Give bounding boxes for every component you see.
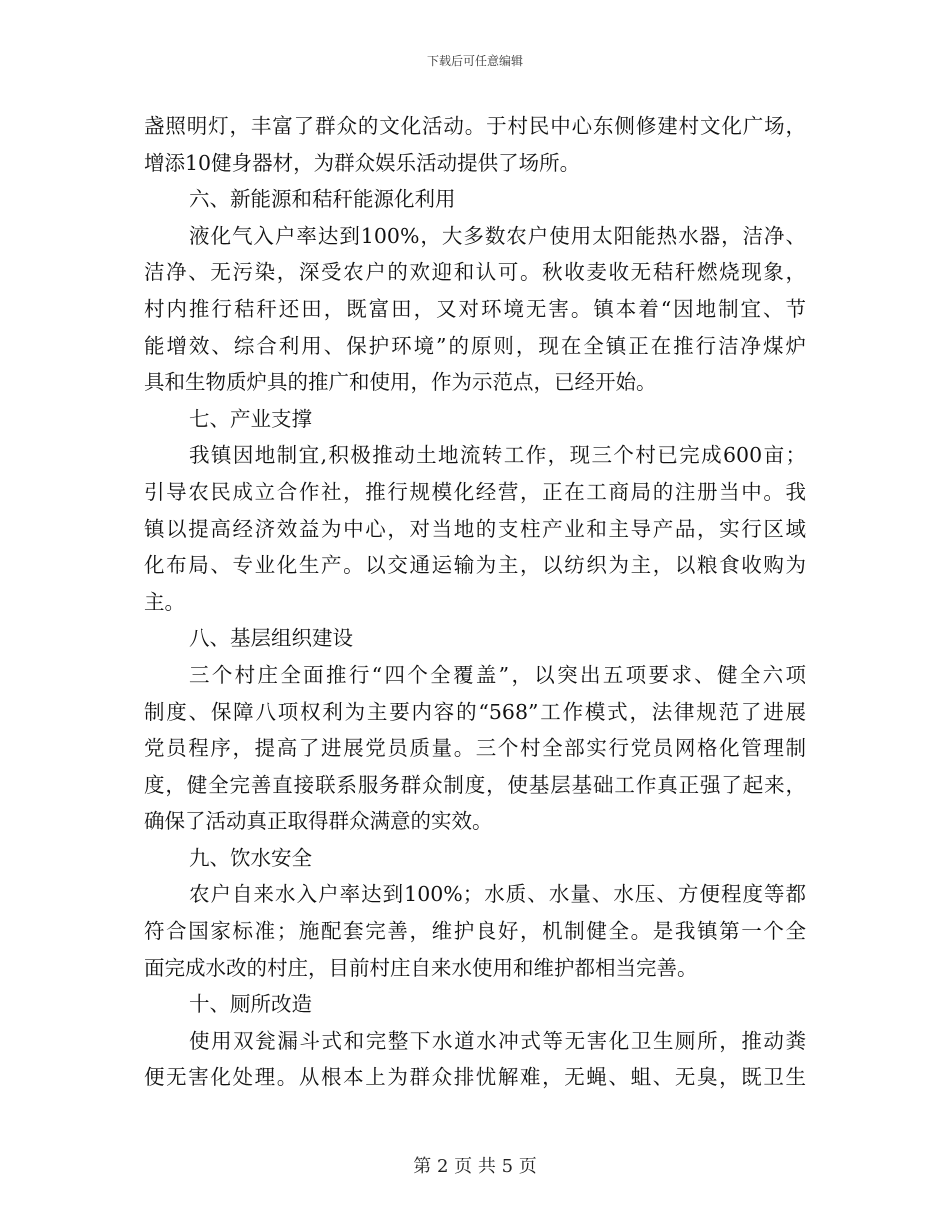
text-line: 具和生物质炉具的推广和使用，作为示范点，已经开始。: [144, 370, 657, 395]
text-line: 村内推行秸秆还田，既富田，又对环境无害。镇本着“因地制宜、节: [144, 296, 806, 321]
text-line: 便无害化处理。从根本上为群众排忧解难，无蝇、蛆、无臭，既卫生: [144, 1065, 806, 1090]
page-footer: 第 2 页 共 5 页: [413, 1156, 537, 1177]
text-line: 镇以提高经济效益为中心，对当地的支柱产业和主导产品，实行区域: [144, 516, 806, 541]
text-line: 六、新能源和秸秆能源化利用: [189, 187, 456, 212]
document-body: [144, 108, 806, 1096]
text-line: 盏照明灯，丰富了群众的文化活动。于村民中心东侧修建村文化广场，: [144, 114, 806, 138]
text-line: 确保了活动真正取得群众满意的实效。: [144, 809, 493, 834]
text-line: 使用双瓮漏斗式和完整下水道水冲式等无害化卫生厕所，推动粪: [189, 1028, 806, 1053]
text-line: 度，健全完善直接联系服务群众制度，使基层基础工作真正强了起来，: [144, 772, 806, 797]
text-line: 三个村庄全面推行“四个全覆盖”，以突出五项要求、健全六项: [189, 662, 806, 687]
text-line: 能增效、综合利用、保护环境”的原则，现在全镇正在推行洁净煤炉: [144, 333, 806, 358]
text-line: 化布局、专业化生产。以交通运输为主，以纺织为主，以粮食收购为: [144, 553, 806, 578]
text-line: 我镇因地制宜,积极推动土地流转工作，现三个村已完成600亩；: [189, 443, 806, 468]
page-header: 下载后可任意编辑: [426, 54, 523, 68]
text-line: 增添10健身器材，为群众娱乐活动提供了场所。: [144, 150, 581, 175]
text-line: 符合国家标准；施配套完善，维护良好，机制健全。是我镇第一个全: [144, 919, 806, 944]
text-line: 面完成水改的村庄，目前村庄自来水使用和维护都相当完善。: [144, 955, 698, 980]
text-line: 液化气入户率达到100%，大多数农户使用太阳能热水器，洁净、: [189, 223, 806, 248]
text-line: 九、饮水安全: [189, 845, 312, 870]
text-line: 十、厕所改造: [189, 992, 312, 1017]
text-line: 引导农民成立合作社，推行规模化经营，正在工商局的注册当中。我: [144, 479, 806, 504]
text-line: 主。: [144, 589, 185, 614]
text-line: 制度、保障八项权利为主要内容的“568”工作模式，法律规范了进展: [144, 699, 806, 724]
text-line: 洁净、无污染，深受农户的欢迎和认可。秋收麦收无秸秆燃烧现象，: [144, 260, 806, 285]
text-line: 党员程序，提高了进展党员质量。三个村全部实行党员网格化管理制: [144, 736, 806, 761]
text-line: 七、产业支撑: [189, 406, 312, 431]
text-line: 农户自来水入户率达到100%；水质、水量、水压、方便程度等都: [189, 882, 806, 907]
text-line: 八、基层组织建设: [189, 626, 353, 651]
